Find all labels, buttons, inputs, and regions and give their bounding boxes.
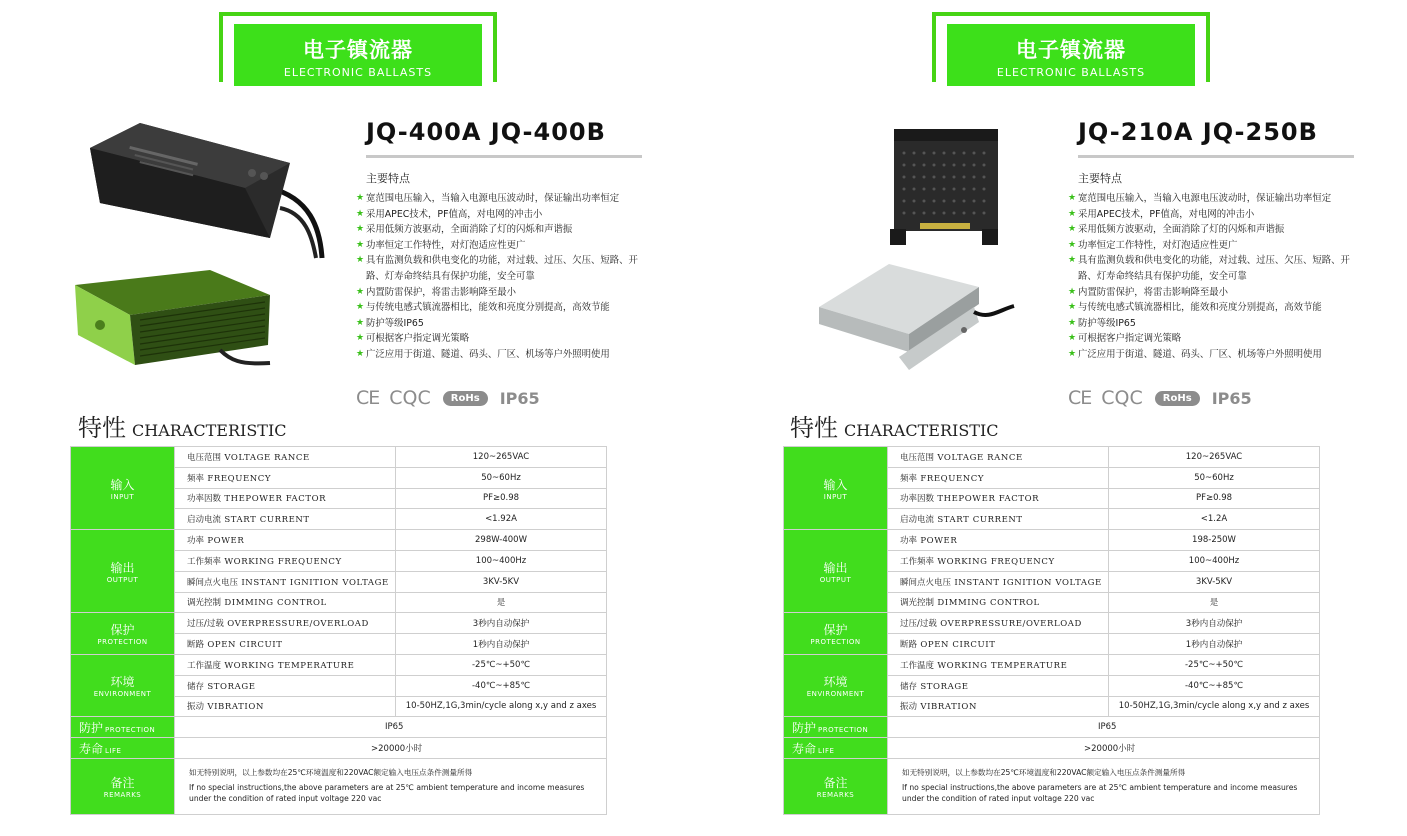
spec-table — [70, 446, 607, 815]
table-row: 频率 FREQUENCY 50~60Hz — [71, 467, 607, 488]
table-row — [784, 758, 1320, 814]
ip65-mark: IP65 — [499, 388, 540, 408]
table-row: 输入 INPUT 电压范围 VOLTAGE RANCE 120~265VAC — [784, 447, 1320, 468]
features-title: 主要特点 — [1078, 172, 1122, 185]
group-life: 寿命 LIFE — [784, 738, 888, 759]
star-icon: ★ — [1068, 255, 1077, 266]
characteristic-title: 特性 CHARACTERISTIC — [790, 414, 999, 442]
table-row: 输出 OUTPUT 功率 POWER 198-250W — [784, 530, 1320, 551]
banner — [234, 24, 482, 86]
table-row: 环境 ENVIRONMENT 工作温度 WORKING TEMPERATURE -25℃~+50℃ — [71, 654, 607, 675]
group-protection: 保护 PROTECTION — [784, 613, 888, 655]
star-icon: ★ — [356, 255, 365, 266]
table-row: 储存 STORAGE -40℃~+85℃ — [71, 675, 607, 696]
rohs-badge: RoHs — [1155, 391, 1200, 406]
table-row: 储存 STORAGE -40℃~+85℃ — [784, 675, 1320, 696]
table-row: 防护 PROTECTION IP65 — [71, 717, 607, 738]
star-icon: ★ — [1068, 239, 1077, 250]
table-row: 功率因数 THEPOWER FACTOR PF≥0.98 — [784, 488, 1320, 509]
model-title: JQ-210A JQ-250B — [1078, 118, 1318, 146]
feature-item: ★ 内置防雷保护，将雷击影响降至最小 — [1068, 285, 1368, 301]
features-list — [1068, 191, 1368, 363]
table-row: 调光控制 DIMMING CONTROL 是 — [71, 592, 607, 613]
feature-item: ★ 与传统电感式镇流器相比，能效和亮度分别提高，高效节能 — [1068, 300, 1368, 316]
group-environment: 环境 ENVIRONMENT — [71, 654, 175, 716]
banner-title: 电子镇流器 — [1016, 38, 1126, 62]
model-divider — [1078, 155, 1354, 158]
features-list — [356, 191, 656, 363]
model-title: JQ-400A JQ-400B — [366, 118, 606, 146]
star-icon: ★ — [356, 193, 365, 203]
star-icon: ★ — [1068, 193, 1077, 203]
table-row: 工作频率 WORKING FREQUENCY 100~400Hz — [784, 550, 1320, 571]
table-row: 断路 OPEN CIRCUIT 1秒内自动保护 — [784, 634, 1320, 655]
group-environment: 环境 ENVIRONMENT — [784, 654, 888, 716]
star-icon: ★ — [1068, 224, 1077, 235]
table-row: 工作频率 WORKING FREQUENCY 100~400Hz — [71, 550, 607, 571]
rohs-badge: RoHs — [443, 391, 488, 406]
table-row: 启动电流 START CURRENT <1.92A — [71, 509, 607, 530]
product-image-green-ballast — [70, 265, 280, 375]
banner — [947, 24, 1195, 86]
feature-item: ★ 防护等级IP65 — [1068, 316, 1368, 332]
star-icon: ★ — [356, 224, 365, 235]
group-input: 输入 INPUT — [71, 447, 175, 530]
table-row: 振动 VIBRATION 10-50HZ,1G,3min/cycle along x,y and z axes — [784, 696, 1320, 717]
product-image-silver-ballast — [814, 262, 1019, 377]
star-icon: ★ — [1068, 286, 1077, 297]
cqc-mark: CQC — [1101, 387, 1143, 409]
star-icon: ★ — [356, 302, 365, 313]
feature-item: ★ 可根据客户指定调光策略 — [1068, 331, 1368, 347]
feature-item: ★ 内置防雷保护，将雷击影响降至最小 — [356, 285, 656, 301]
feature-item: ★ 广泛应用于街道、隧道、码头、厂区、机场等户外照明使用 — [1068, 347, 1368, 363]
star-icon: ★ — [356, 333, 365, 344]
table-row: 功率因数 THEPOWER FACTOR PF≥0.98 — [71, 488, 607, 509]
table-row: 频率 FREQUENCY 50~60Hz — [784, 467, 1320, 488]
star-icon: ★ — [1068, 317, 1077, 328]
feature-item: ★ 具有监测负载和供电变化的功能，对过载、过压、欠压、短路、开路、灯寿命终结具有保护功能，安全可靠 — [356, 255, 638, 282]
star-icon: ★ — [356, 239, 365, 250]
features-title: 主要特点 — [366, 172, 410, 185]
group-life: 寿命 LIFE — [71, 738, 175, 759]
table-row: 保护 PROTECTION 过压/过载 OVERPRESSURE/OVERLOAD 3秒内自动保护 — [71, 613, 607, 634]
group-output: 输出 OUTPUT — [784, 530, 888, 613]
feature-item: ★ 广泛应用于街道、隧道、码头、厂区、机场等户外照明使用 — [356, 347, 656, 363]
table-row: 防护 PROTECTION IP65 — [784, 717, 1320, 738]
table-row — [71, 758, 607, 814]
table-row: 瞬间点火电压 INSTANT IGNITION VOLTAGE 3KV-5KV — [71, 571, 607, 592]
table-row: 寿命 LIFE >20000小时 — [71, 738, 607, 759]
remarks-text: 如无特别说明，以上参数均在25℃环境温度和220VAC额定输入电压点条件测量所得 If no special instructions,the above parameters are at 25℃ ambient temperature and income measures under the condition of rated input voltage 220 vac — [175, 758, 607, 814]
table-row: 启动电流 START CURRENT <1.2A — [784, 509, 1320, 530]
star-icon: ★ — [356, 348, 365, 359]
table-row: 寿命 LIFE >20000小时 — [784, 738, 1320, 759]
cqc-mark: CQC — [389, 387, 431, 409]
banner-subtitle: ELECTRONIC BALLASTS — [283, 66, 433, 79]
banner-title: 电子镇流器 — [303, 38, 413, 62]
table-row: 振动 VIBRATION 10-50HZ,1G,3min/cycle along x,y and z axes — [71, 696, 607, 717]
table-row: 环境 ENVIRONMENT 工作温度 WORKING TEMPERATURE -25℃~+50℃ — [784, 654, 1320, 675]
group-remarks: 备注 REMARKS — [71, 758, 175, 814]
star-icon: ★ — [1068, 302, 1077, 313]
ce-mark: CE — [1068, 387, 1092, 409]
characteristic-title: 特性 CHARACTERISTIC — [78, 414, 287, 442]
feature-item: ★ 采用APEC技术，PF值高，对电网的冲击小 — [356, 207, 656, 223]
feature-item: ★ 可根据客户指定调光策略 — [356, 331, 656, 347]
group-remarks: 备注 REMARKS — [784, 758, 888, 814]
ip65-mark: IP65 — [1211, 388, 1252, 408]
banner-subtitle: ELECTRONIC BALLASTS — [996, 66, 1146, 79]
feature-item: ★ 具有监测负载和供电变化的功能，对过载、过压、欠压、短路、开路、灯寿命终结具有保护功能，安全可靠 — [1068, 255, 1350, 282]
ce-mark: CE — [356, 387, 380, 409]
feature-item: ★ 宽范围电压输入，当输入电源电压波动时，保证输出功率恒定 — [1068, 191, 1368, 207]
feature-item: ★ 采用低频方波驱动，全面消除了灯的闪烁和声谐振 — [356, 222, 656, 238]
feature-item: ★ 与传统电感式镇流器相比，能效和亮度分别提高，高效节能 — [356, 300, 656, 316]
table-row: 断路 OPEN CIRCUIT 1秒内自动保护 — [71, 634, 607, 655]
feature-item: ★ 宽范围电压输入，当输入电源电压波动时，保证输出功率恒定 — [356, 191, 656, 207]
table-row: 输入 INPUT 电压范围 VOLTAGE RANCE 120~265VAC — [71, 447, 607, 468]
group-input: 输入 INPUT — [784, 447, 888, 530]
cert-logos — [356, 386, 540, 410]
group-output: 输出 OUTPUT — [71, 530, 175, 613]
panel-right — [712, 0, 1407, 836]
table-row: 输出 OUTPUT 功率 POWER 298W-400W — [71, 530, 607, 551]
group-protection: 保护 PROTECTION — [71, 613, 175, 655]
product-image-perforated-ballast — [890, 125, 1002, 250]
star-icon: ★ — [1068, 348, 1077, 359]
star-icon: ★ — [1068, 333, 1077, 344]
feature-item: ★ 功率恒定工作特性，对灯泡适应性更广 — [1068, 238, 1368, 254]
table-row: 保护 PROTECTION 过压/过载 OVERPRESSURE/OVERLOAD 3秒内自动保护 — [784, 613, 1320, 634]
feature-item: ★ 防护等级IP65 — [356, 316, 656, 332]
star-icon: ★ — [356, 317, 365, 328]
feature-item: ★ 功率恒定工作特性，对灯泡适应性更广 — [356, 238, 656, 254]
table-row: 调光控制 DIMMING CONTROL 是 — [784, 592, 1320, 613]
remarks-text: 如无特别说明，以上参数均在25℃环境温度和220VAC额定输入电压点条件测量所得 If no special instructions,the above parameters are at 25℃ ambient temperature and income measures under the condition of rated input voltage 220 vac — [888, 758, 1320, 814]
star-icon: ★ — [1068, 208, 1077, 219]
product-image-dark-ballast — [80, 118, 330, 263]
star-icon: ★ — [356, 286, 365, 297]
feature-item: ★ 采用低频方波驱动，全面消除了灯的闪烁和声谐振 — [1068, 222, 1368, 238]
table-row: 瞬间点火电压 INSTANT IGNITION VOLTAGE 3KV-5KV — [784, 571, 1320, 592]
star-icon: ★ — [356, 208, 365, 219]
feature-item: ★ 采用APEC技术，PF值高，对电网的冲击小 — [1068, 207, 1368, 223]
model-divider — [366, 155, 642, 158]
group-protection-rating: 防护 PROTECTION — [71, 717, 175, 738]
panel-left — [0, 0, 700, 836]
group-protection-rating: 防护 PROTECTION — [784, 717, 888, 738]
spec-table — [783, 446, 1320, 815]
cert-logos — [1068, 386, 1252, 410]
